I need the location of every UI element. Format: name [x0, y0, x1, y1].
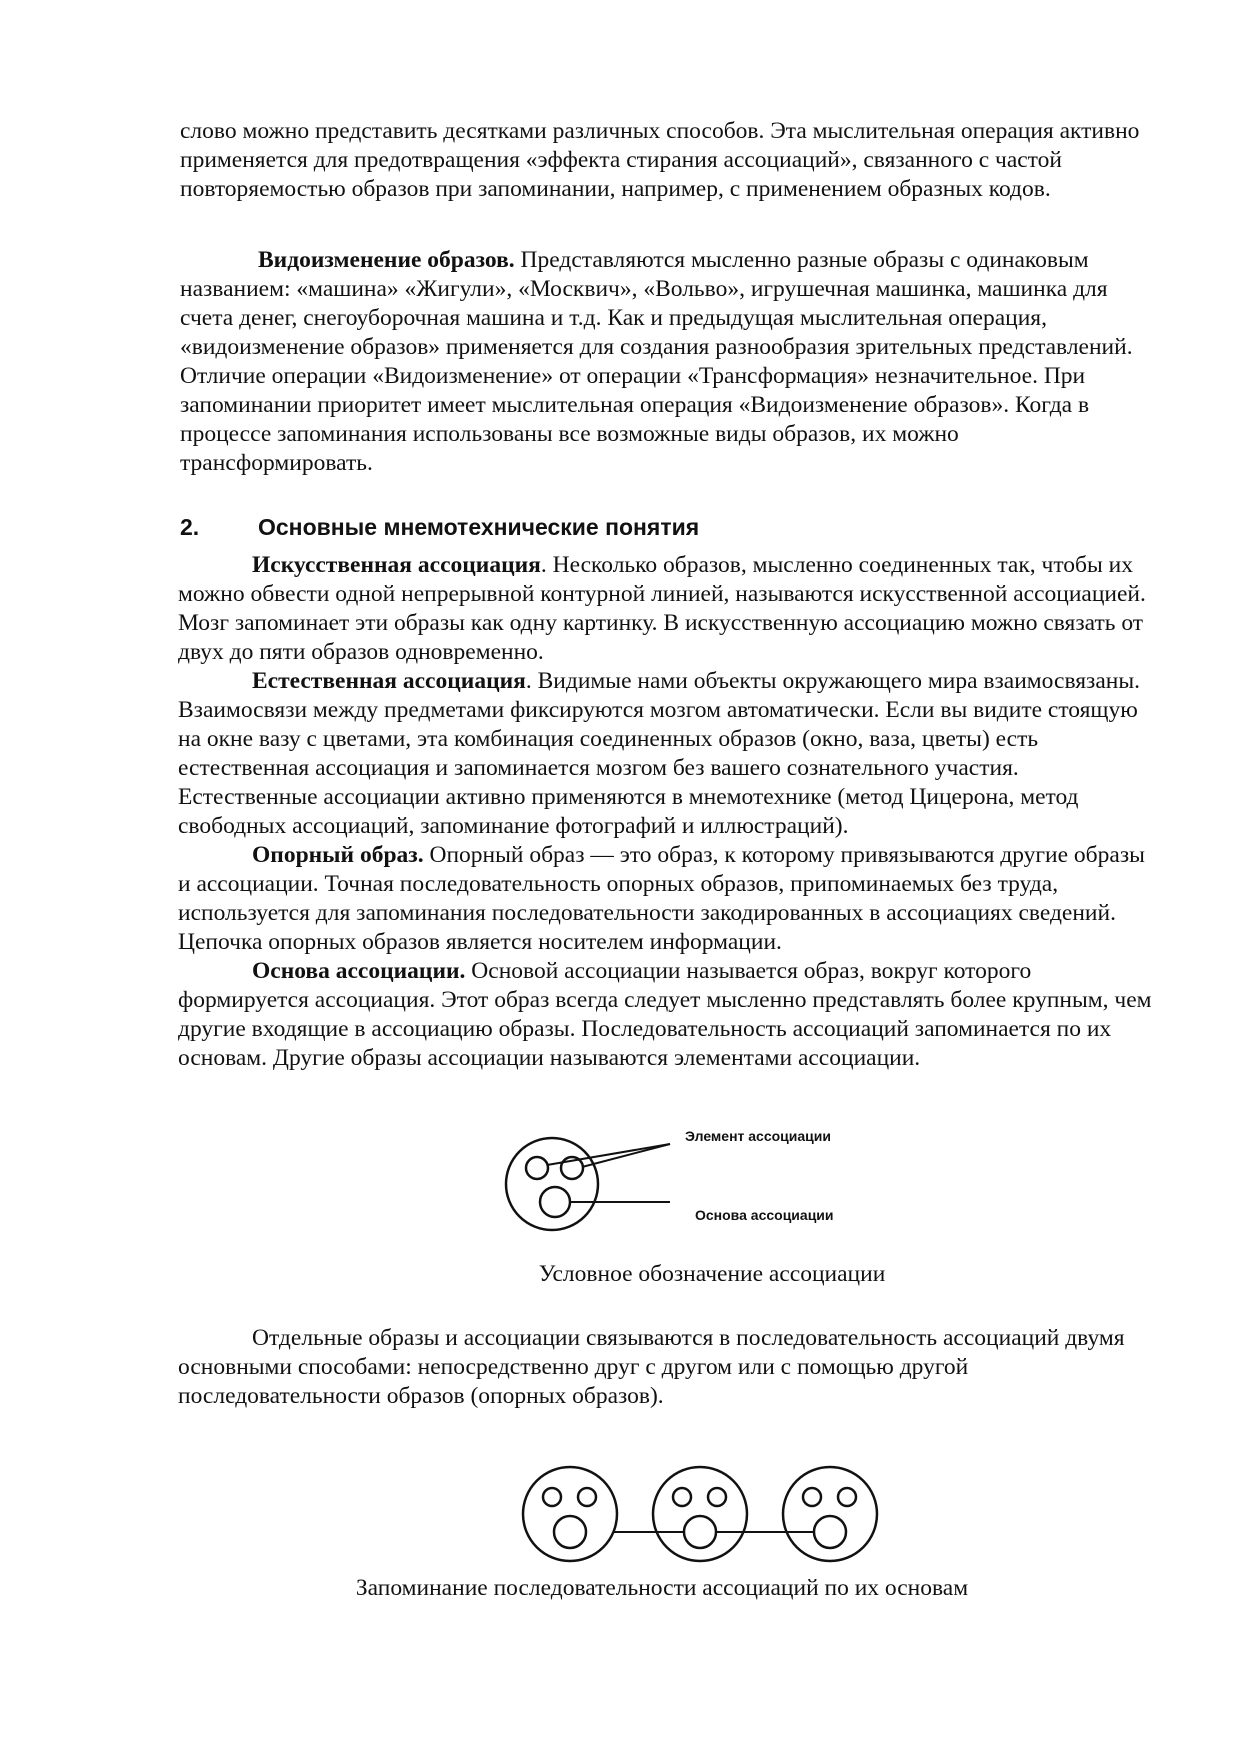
section-number: 2. [180, 514, 200, 540]
base-circle [540, 1187, 570, 1217]
sequence-association-3 [783, 1467, 877, 1561]
sequence-element-3a [803, 1488, 821, 1506]
definition-anchor-lead: Опорный образ. [252, 842, 424, 868]
intro-paragraph: слово можно представить десятками различных способов. Эта мыслительная операция активно применяется для предотвращения «эффекта стирания ассоциаций», связанного с частой повторяемостью образов при запоминании, например, с применением образных кодов. [180, 118, 1140, 202]
sequence-association-2 [653, 1467, 747, 1561]
closing-paragraph: Отдельные образы и ассоциации связываются в последовательность ассоциаций двумя основными способами: непосредственно друг с другом или с помощью другой последовательности образов (опорных образов). [178, 1325, 1125, 1409]
definition-base [178, 957, 1154, 1073]
definition-natural [178, 667, 1154, 841]
sequence-association-1 [523, 1467, 617, 1561]
modification-paragraph [180, 246, 1152, 478]
figure2-caption: Запоминание последовательности ассоциаций по их основам [355, 1575, 969, 1601]
modification-lead: Видоизменение образов. [258, 247, 515, 273]
element-circle-left [526, 1157, 548, 1179]
sequence-base-2 [684, 1516, 716, 1548]
definition-artificial-text: . Несколько образов, мысленно соединенных так, чтобы их можно обвести одной непрерывной контурной линией, называются искусственной ассоциацией. Мозг запоминает эти образы как одну картинку. В искусственную ассоциацию можно связать от двух до пяти образов одновременно. [178, 552, 1146, 665]
intro-block [180, 117, 1152, 204]
sequence-element-2a [673, 1488, 691, 1506]
definitions-block [178, 551, 1154, 1073]
modification-text: Представляются мысленно разные образы с одинаковым названием: «машина» «Жигули», «Москвич», «Вольво», игрушечная машинка, машинка для счета денег, снегоуборочная машина и т.д. Как и предыдущая мыслительная операция, «видоизменение образов» применяется для создания разнообразия зрительных представлений. Отличие операции «Видоизменение» от операции «Трансформация» незначительное. При запоминании приоритет имеет мыслительная операция «Видоизменение образов». Когда в процессе запоминания использованы все возможные виды образов, их можно трансформировать. [180, 247, 1133, 476]
section-heading [180, 514, 699, 541]
definition-natural-text: . Видимые нами объекты окружающего мира взаимосвязаны. Взаимосвязи между предметами фиксируются мозгом автоматически. Если вы видите стоящую на окне вазу с цветами, эта комбинация соединенных образов (окно, ваза, цветы) есть естественная ассоциация и запоминается мозгом без вашего сознательного участия. Естественные ассоциации активно применяются в мнемотехнике (метод Цицерона, метод свободных ассоциаций, запоминание фотографий и иллюстраций). [178, 668, 1140, 839]
figure1-caption: Условное обозначение ассоциации [538, 1261, 886, 1287]
sequence-element-2b [708, 1488, 726, 1506]
closing-block [178, 1324, 1154, 1411]
definition-artificial-lead: Искусственная ассоциация [252, 552, 541, 578]
definition-anchor-text: Опорный образ — это образ, к которому привязываются другие образы и ассоциации. Точная последовательность опорных образов, припоминаемых без труда, используется для запоминания последовательности закодированных в ассоциациях сведений. Цепочка опорных образов является носителем информации. [178, 842, 1145, 955]
sequence-element-3b [838, 1488, 856, 1506]
section-title: Основные мнемотехнические понятия [258, 514, 700, 540]
sequence-base-3 [814, 1516, 846, 1548]
definition-base-lead: Основа ассоциации. [252, 958, 466, 984]
modification-block [180, 246, 1152, 478]
sequence-figure [510, 1462, 890, 1574]
definition-anchor [178, 841, 1154, 957]
sequence-base-1 [554, 1516, 586, 1548]
base-label: Основа ассоциации [695, 1207, 834, 1223]
element-pointer-line-2 [582, 1144, 670, 1167]
association-symbol-figure [500, 1120, 920, 1248]
element-pointer-line-1 [547, 1144, 670, 1165]
definition-natural-lead: Естественная ассоциация [252, 668, 526, 694]
definition-artificial [178, 551, 1154, 667]
definition-base-text: Основой ассоциации называется образ, вокруг которого формируется ассоциация. Этот образ всегда следует мысленно представлять более крупным, чем другие входящие в ассоциацию образы. Последовательность ассоциаций запоминается по их основам. Другие образы ассоциации называются элементами ассоциации. [178, 958, 1152, 1071]
element-label: Элемент ассоциации [685, 1128, 831, 1144]
